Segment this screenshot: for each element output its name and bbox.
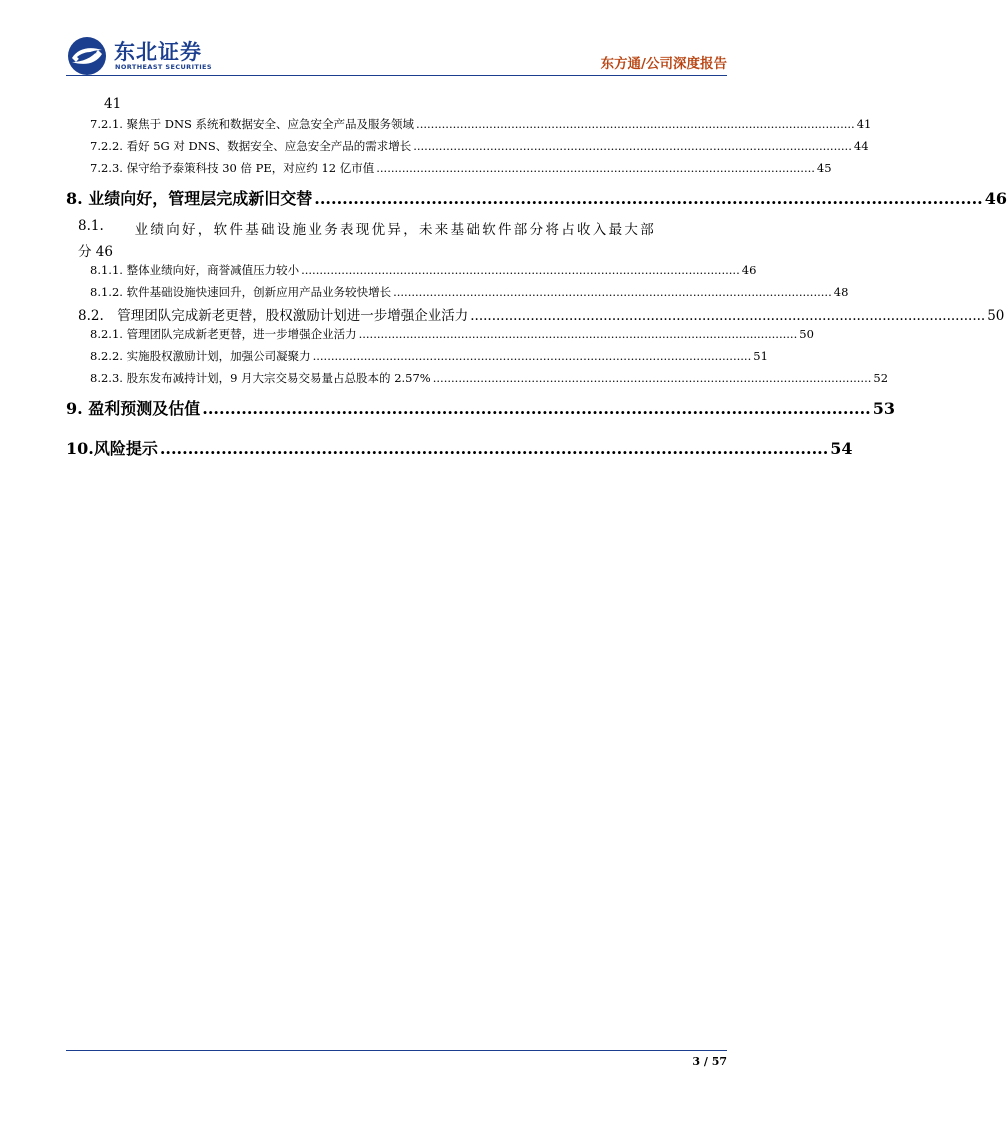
report-title: 东方通/公司深度报告 — [600, 56, 727, 72]
toc-entry-page: 51 — [753, 349, 768, 363]
toc-entry[interactable] — [90, 138, 869, 154]
toc-entry-label: 7.2.3. 保守给予泰策科技 30 倍 PE，对应约 12 亿市值 — [90, 161, 375, 175]
toc-leader-dots: ........................................................................................................................ — [416, 117, 855, 131]
toc-leader-dots: ........................................................................................................................ — [470, 308, 986, 324]
toc-entry[interactable] — [90, 348, 768, 364]
toc-entry-label: 9. 盈利预测及估值 — [66, 399, 201, 418]
toc-chapter-entry[interactable] — [66, 396, 895, 419]
toc-entry-page: 50 — [799, 327, 814, 341]
toc-entry-label: 8.2.3. 股东发布减持计划，9 月大宗交易交易量占总股本的 2.57% — [90, 371, 431, 385]
toc-entry[interactable] — [90, 116, 872, 132]
toc-leader-dots: ........................................................................................................................ — [312, 349, 752, 363]
toc-entry-page: 41 — [856, 117, 872, 131]
toc-entry-continuation: 分 46 — [78, 244, 113, 260]
toc-entry-page: 48 — [833, 285, 849, 299]
toc-section-entry[interactable] — [78, 304, 1005, 324]
toc-leader-dots: ........................................................................................................................ — [393, 285, 832, 299]
toc-entry-page: 53 — [872, 399, 895, 418]
footer-divider — [66, 1050, 727, 1051]
toc-leader-dots: ........................................................................................................................ — [314, 189, 983, 208]
toc-chapter-entry[interactable] — [66, 436, 853, 459]
page-number: 3 / 57 — [692, 1055, 727, 1068]
toc-leader-dots: ........................................................................................................................ — [376, 161, 815, 175]
toc-section-entry-wrapped[interactable] — [78, 218, 656, 238]
toc-orphan-page: 41 — [104, 96, 122, 112]
logo-english-name: NORTHEAST SECURITIES — [115, 63, 212, 71]
toc-entry-label: 8.2. 管理团队完成新老更替，股权激励计划进一步增强企业活力 — [78, 308, 469, 324]
toc-leader-dots: ........................................................................................................................ — [413, 139, 852, 153]
toc-entry-page: 50 — [987, 308, 1005, 324]
toc-leader-dots: ........................................................................................................................ — [301, 263, 740, 277]
northeast-securities-logo-icon — [66, 36, 108, 76]
toc-entry[interactable] — [90, 370, 889, 386]
toc-entry-label: 8. 业绩向好，管理层完成新旧交替 — [66, 189, 313, 208]
toc-entry[interactable] — [90, 284, 849, 300]
toc-leader-dots: ........................................................................................................................ — [358, 327, 798, 341]
toc-entry-number: 8.1. — [78, 218, 104, 234]
toc-entry-label: 7.2.2. 看好 5G 对 DNS、数据安全、应急安全产品的需求增长 — [90, 139, 412, 153]
toc-leader-dots: ........................................................................................................................ — [202, 399, 871, 418]
toc-entry[interactable] — [90, 326, 814, 342]
toc-entry-label: 10.风险提示 — [66, 439, 158, 458]
toc-entry-page: 44 — [853, 139, 869, 153]
header-divider — [66, 75, 727, 76]
toc-leader-dots: ........................................................................................................................ — [432, 371, 872, 385]
toc-entry-label: 7.2.1. 聚焦于 DNS 系统和数据安全、应急安全产品及服务领域 — [90, 117, 415, 131]
toc-leader-dots: ........................................................................................................................ — [159, 439, 829, 458]
toc-entry[interactable] — [90, 160, 832, 176]
toc-entry-label: 业绩向好，软件基础设施业务表现优异，未来基础软件部分将占收入最大部 — [134, 222, 656, 238]
toc-entry-page: 46 — [984, 189, 1007, 208]
toc-entry-label: 8.2.2. 实施股权激励计划，加强公司凝聚力 — [90, 349, 311, 363]
company-logo — [66, 36, 226, 76]
toc-entry-page: 45 — [816, 161, 832, 175]
toc-entry-label: 8.1.1. 整体业绩向好，商誉减值压力较小 — [90, 263, 300, 277]
toc-chapter-entry[interactable] — [66, 186, 1007, 209]
toc-entry-page: 46 — [741, 263, 757, 277]
toc-entry-page: 52 — [873, 371, 889, 385]
logo-chinese-name: 东北证券 — [114, 40, 202, 64]
toc-entry[interactable] — [90, 262, 757, 278]
toc-entry-page: 54 — [830, 439, 853, 458]
toc-entry-label: 8.2.1. 管理团队完成新老更替，进一步增强企业活力 — [90, 327, 357, 341]
toc-entry-label: 8.1.2. 软件基础设施快速回升，创新应用产品业务较快增长 — [90, 285, 392, 299]
